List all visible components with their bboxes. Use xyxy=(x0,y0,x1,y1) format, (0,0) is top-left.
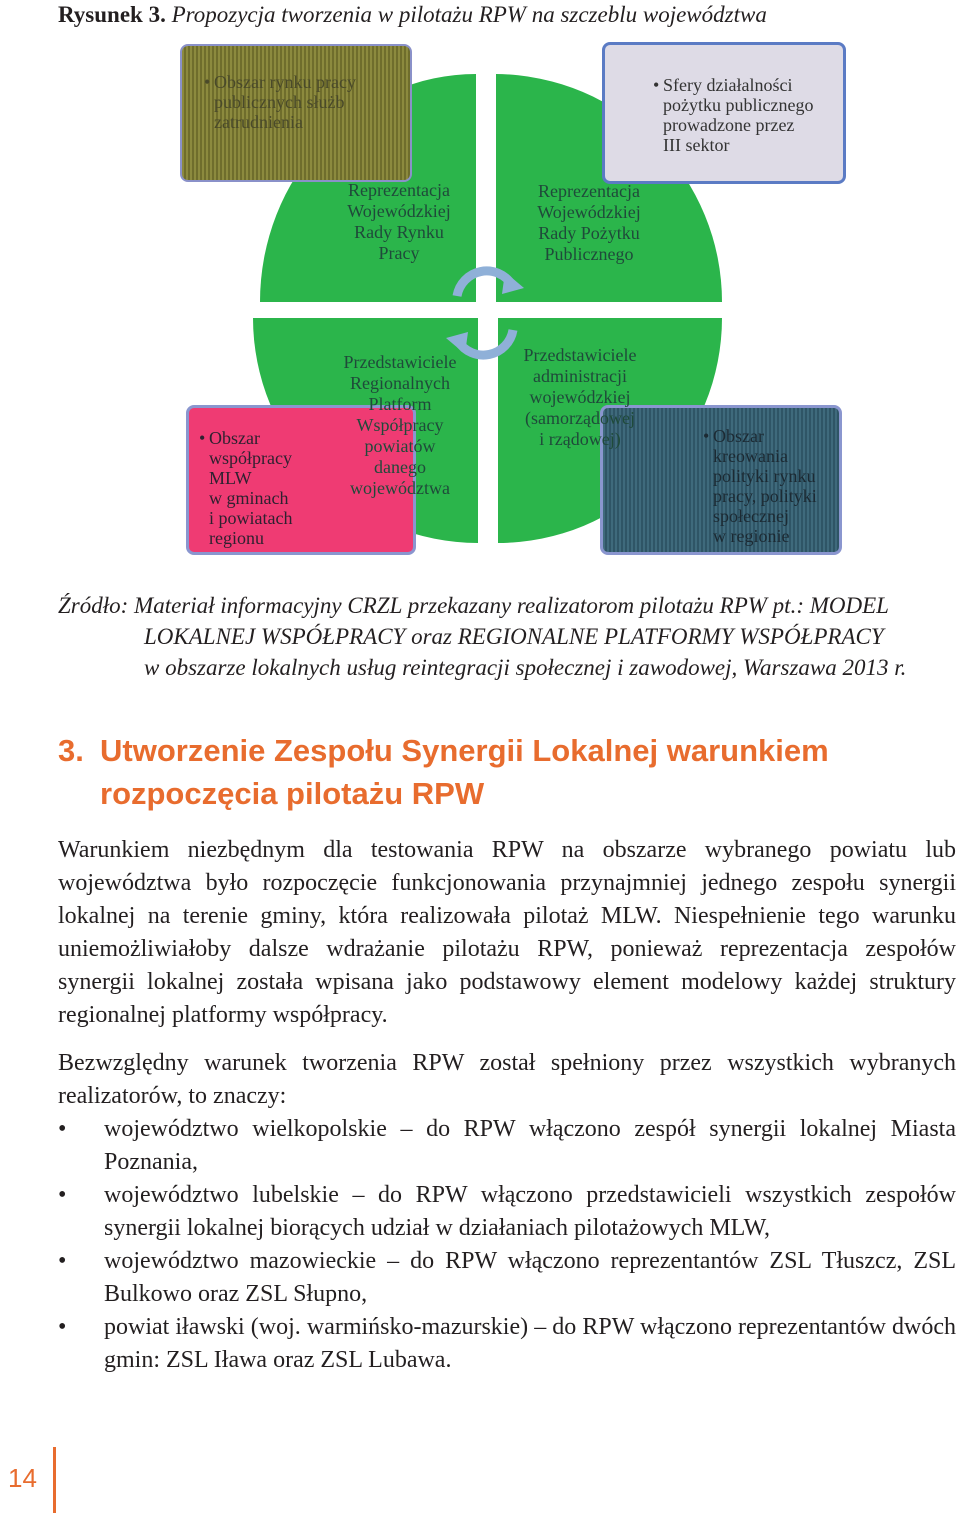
box-line: pożytku publicznego xyxy=(663,95,814,115)
list-item-text: województwo lubelskie – do RPW włączono przedstawicieli wszystkich zespołów synergii lokalnej biorących udział w działaniach pilotażowych MLW, xyxy=(104,1182,956,1241)
list-item-text: województwo wielkopolskie – do RPW włączono zespół synergii lokalnej Miasta Poznania, xyxy=(104,1116,956,1175)
section-heading xyxy=(58,729,829,815)
quadrant-line: Platform xyxy=(368,394,432,414)
quadrant-line: administracji xyxy=(533,366,627,386)
box-policy-text xyxy=(703,426,817,546)
quadrant-label-benefit-council xyxy=(502,181,676,265)
list-item xyxy=(58,1245,956,1311)
quadrant-line: Rady Rynku xyxy=(354,222,444,242)
section-title-line-1: Utworzenie Zespołu Synergii Lokalnej warunkiem xyxy=(100,733,829,768)
box-public-benefit-area xyxy=(602,42,846,184)
quadrant-line: wojewódzkiej xyxy=(529,387,631,407)
quadrant-line: Przedstawiciele xyxy=(523,345,637,365)
box-line: MLW xyxy=(209,468,252,488)
quadrant-line: Współpracy xyxy=(356,415,444,435)
box-labour-market-area xyxy=(180,44,412,182)
box-line: współpracy xyxy=(209,448,292,468)
box-line: zatrudnienia xyxy=(214,112,303,132)
box-line: społecznej xyxy=(713,506,789,526)
quadrant-line: Rady Pożytku xyxy=(538,223,640,243)
cycle-arrows-icon xyxy=(446,271,524,355)
box-public-benefit-text xyxy=(653,75,813,155)
box-line: i powiatach xyxy=(209,508,293,528)
source-line-3: w obszarze lokalnych usług reintegracji społecznej i zawodowej, Warszawa 2013 r. xyxy=(144,655,907,680)
quadrant-label-regional-platforms xyxy=(320,352,480,499)
box-line: pracy, polityki xyxy=(713,486,817,506)
body-paragraph-2: Bezwzględny warunek tworzenia RPW został spełniony przez wszystkich wybranych realizatorów, to znaczy: xyxy=(58,1050,956,1109)
quadrant-line: powiatów xyxy=(364,436,436,456)
box-line: • Obszar xyxy=(209,428,260,448)
page-number-divider xyxy=(53,1447,56,1513)
quadrant-line: Pracy xyxy=(378,243,420,263)
quadrant-line: Wojewódzkiej xyxy=(537,202,641,222)
box-line: III sektor xyxy=(663,135,730,155)
list-item xyxy=(58,1113,956,1179)
quadrant-line: Wojewódzkiej xyxy=(347,201,451,221)
quadrant-label-labour-council xyxy=(316,180,482,264)
box-line: publicznych służb xyxy=(214,92,345,112)
quadrant-line: danego xyxy=(374,457,426,477)
box-line: prowadzone przez xyxy=(663,115,795,135)
box-line: • Sfery działalności xyxy=(663,75,793,95)
section-title-line-2: rozpoczęcia pilotażu RPW xyxy=(100,776,485,811)
box-labour-market-text xyxy=(204,72,356,132)
quadrant-line: Przedstawiciele xyxy=(343,352,457,372)
realizers-list xyxy=(58,1113,956,1377)
list-item-text: województwo mazowieckie – do RPW włączono reprezentantów ZSL Tłuszcz, ZSL Bulkowo oraz ZSL Słupno, xyxy=(104,1248,956,1307)
bullet-icon: • xyxy=(58,1314,67,1340)
box-line: • Obszar xyxy=(713,426,764,446)
quadrant-line: województwa xyxy=(350,478,450,498)
figure-label: Rysunek 3. xyxy=(58,2,166,27)
quadrant-line: Publicznego xyxy=(544,244,634,264)
source-line-2: LOKALNEJ WSPÓŁPRACY oraz REGIONALNE PLATFORMY WSPÓŁPRACY xyxy=(144,624,884,649)
quadrant-label-administration xyxy=(500,345,660,450)
list-item xyxy=(58,1311,956,1377)
quadrant-line: Reprezentacja xyxy=(348,180,450,200)
figure-title: Propozycja tworzenia w pilotażu RPW na szczeblu województwa xyxy=(171,2,767,27)
box-line: kreowania xyxy=(713,446,788,466)
list-item-text: powiat iławski (woj. warmińsko-mazurskie) – do RPW włączono reprezentantów dwóch gmin: ZSL Iława oraz ZSL Lubawa. xyxy=(104,1314,956,1373)
source-line-1: Źródło: Materiał informacyjny CRZL przekazany realizatorom pilotażu RPW pt.: MODEL xyxy=(58,593,889,618)
page-number: 14 xyxy=(8,1463,37,1493)
figure-source xyxy=(58,590,958,683)
bullet-icon: • xyxy=(58,1182,67,1208)
quadrant-line: Reprezentacja xyxy=(538,181,640,201)
bullet-icon: • xyxy=(58,1248,67,1274)
box-line: regionu xyxy=(209,528,264,548)
box-line: polityki rynku xyxy=(713,466,816,486)
box-mlw-cooperation-text xyxy=(199,428,292,548)
quadrant-line: (samorządowej xyxy=(525,408,635,428)
list-item xyxy=(58,1179,956,1245)
box-line: w regionie xyxy=(713,526,790,546)
body-paragraph-1: Warunkiem niezbędnym dla testowania RPW na obszarze wybranego powiatu lub województwa było rozpoczęcie funkcjonowania przynajmniej jednego zespołu synergii lokalnej na terenie gminy, która realizowała pilotaż MLW. Niespełnienie tego warunku uniemożliwiałoby dalsze wdrażanie pilotażu RPW, ponieważ reprezentacja zespołów synergii lokalnej została wpisana jako podstawowy element modelowy każdej struktury regionalnej platformy współpracy. xyxy=(58,837,956,1028)
box-line: w gminach xyxy=(209,488,289,508)
box-line: • Obszar rynku pracy xyxy=(214,72,356,92)
quadrant-line: Regionalnych xyxy=(350,373,450,393)
quadrant-line: i rządowej) xyxy=(539,429,621,449)
bullet-icon: • xyxy=(58,1116,67,1142)
section-number: 3. xyxy=(58,733,84,768)
